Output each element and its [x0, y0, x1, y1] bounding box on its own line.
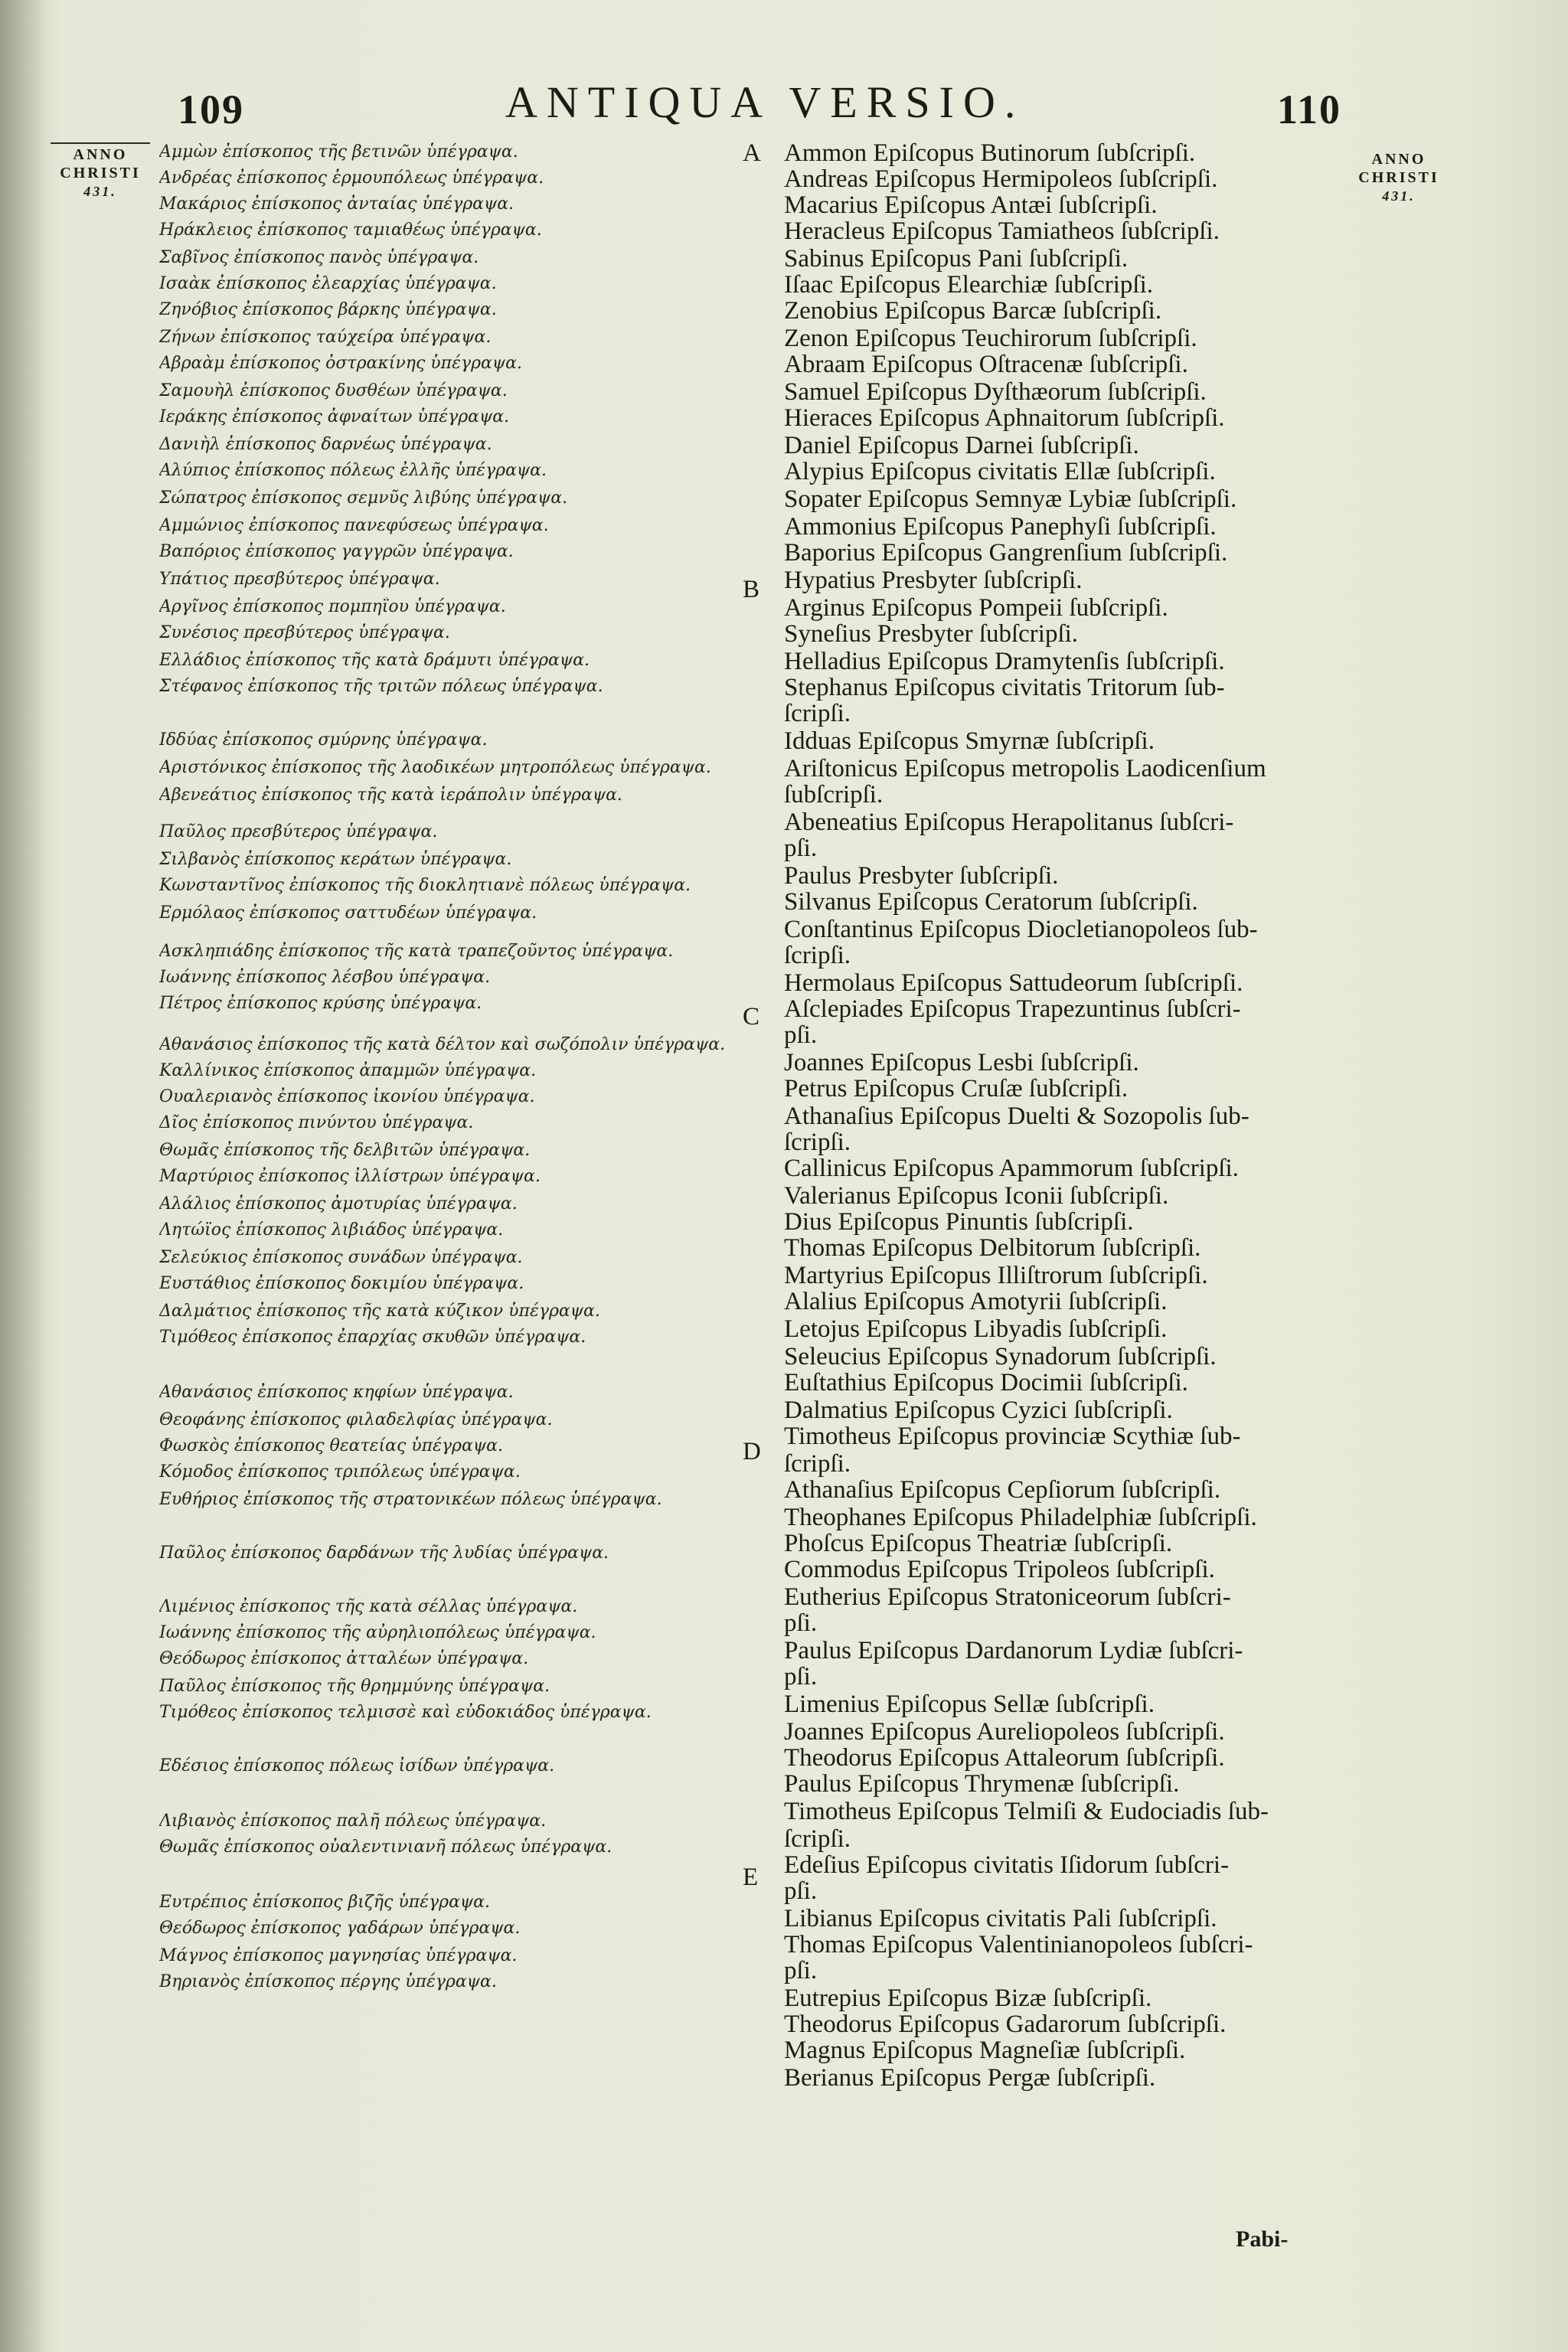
greek-subscription-line: Ερμόλαος ἐπίσκοπος σαττυδέων ὑπέγραψα. [159, 903, 537, 923]
latin-subscription-line: pſi. [784, 1663, 818, 1690]
greek-subscription-line: Μάγνος ἐπίσκοπος μαγνησίας ὑπέγραψα. [159, 1946, 518, 1965]
latin-subscription-line: Thomas Epiſcopus Valentinianopoleos ſubſcri- [784, 1931, 1253, 1958]
latin-subscription-line: Paulus Presbyter ſubſcripſi. [784, 862, 1059, 890]
greek-subscription-line: Βαπόριος ἐπίσκοπος γαγγρῶν ὑπέγραψα. [159, 542, 514, 561]
greek-subscription-line: Ιεράκης ἐπίσκοπος ἀφναίτων ὑπέγραψα. [159, 407, 510, 426]
latin-subscription-line: Paulus Epiſcopus Dardanorum Lydiæ ſubſcri- [784, 1637, 1243, 1664]
latin-subscription-line: Daniel Epiſcopus Darnei ſubſcripſi. [784, 432, 1139, 459]
greek-subscription-line: Σαβῖνος ἐπίσκοπος πανὸς ὑπέγραψα. [159, 248, 479, 267]
latin-subscription-line: Baporius Epiſcopus Gangrenſium ſubſcripſi. [784, 539, 1228, 567]
greek-subscription-line: Ευτρέπιος ἐπίσκοπος βιζῆς ὑπέγραψα. [159, 1893, 491, 1912]
greek-subscription-line: Ιδδύας ἐπίσκοπος σμύρνης ὑπέγραψα. [159, 730, 488, 750]
latin-subscription-line: Samuel Epiſcopus Dyſthæorum ſubſcripſi. [784, 378, 1207, 406]
latin-subscription-line: Idduas Epiſcopus Smyrnæ ſubſcripſi. [784, 727, 1155, 755]
greek-subscription-line: Εδέσιος ἐπίσκοπος πόλεως ἰσίδων ὑπέγραψα. [159, 1756, 555, 1775]
latin-subscription-line: Eutherius Epiſcopus Stratoniceorum ſubſcri- [784, 1583, 1231, 1611]
greek-subscription-line: Ανδρέας ἐπίσκοπος ἑρμουπόλεως ὑπέγραψα. [159, 168, 544, 188]
catchword: Pabi- [1236, 2226, 1289, 2252]
greek-subscription-line: Ιωάννης ἐπίσκοπος τῆς αὐρηλιοπόλεως ὑπέγραψα. [159, 1623, 596, 1642]
section-marker-e: E [743, 1864, 759, 1891]
greek-subscription-line: Ουαλεριανὸς ἐπίσκοπος ἰκονίου ὑπέγραψα. [159, 1087, 535, 1106]
latin-subscription-line: Ammonius Epiſcopus Panephyſi ſubſcripſi. [784, 513, 1217, 541]
latin-subscription-line: Timotheus Epiſcopus provinciæ Scythiæ ſub- [784, 1423, 1241, 1450]
greek-subscription-line: Αργῖνος ἐπίσκοπος πομπηΐου ὑπέγραψα. [159, 597, 506, 616]
latin-subscription-line: Timotheus Epiſcopus Telmiſi & Eudociadis ſub- [784, 1798, 1269, 1825]
latin-subscription-line: Hieraces Epiſcopus Aphnaitorum ſubſcripſi. [784, 404, 1225, 432]
latin-subscription-line: Martyrius Epiſcopus Illiſtrorum ſubſcripſi. [784, 1262, 1208, 1289]
latin-subscription-line: Phoſcus Epiſcopus Theatriæ ſubſcripſi. [784, 1530, 1173, 1557]
latin-subscription-line: Dius Epiſcopus Pinuntis ſubſcripſi. [784, 1208, 1134, 1236]
latin-subscription-line: Hypatius Presbyter ſubſcripſi. [784, 567, 1083, 594]
latin-subscription-line: ſcripſi. [784, 1450, 851, 1478]
latin-subscription-line: Dalmatius Epiſcopus Cyzici ſubſcripſi. [784, 1396, 1173, 1424]
greek-subscription-line: Αμμώνιος ἐπίσκοπος πανεφύσεως ὑπέγραψα. [159, 516, 549, 535]
latin-subscription-line: Petrus Epiſcopus Cruſæ ſubſcripſi. [784, 1075, 1129, 1102]
section-marker-c: C [743, 1003, 760, 1031]
greek-subscription-line: Λητώϊος ἐπίσκοπος λιβιάδος ὑπέγραψα. [159, 1220, 504, 1240]
latin-subscription-line: Andreas Epiſcopus Hermipoleos ſubſcripſi. [784, 165, 1218, 193]
latin-subscription-line: pſi. [784, 835, 818, 862]
latin-subscription-line: ſcripſi. [784, 700, 851, 727]
latin-subscription-line: Sabinus Epiſcopus Pani ſubſcripſi. [784, 245, 1129, 273]
latin-subscription-line: Silvanus Epiſcopus Ceratorum ſubſcripſi. [784, 888, 1198, 916]
greek-subscription-line: Αθανάσιος ἐπίσκοπος τῆς κατὰ δέλτον καὶ σωζόπολιν ὑπέγραψα. [159, 1035, 726, 1054]
section-marker-a: A [743, 139, 761, 167]
latin-subscription-line: Edeſius Epiſcopus civitatis Iſidorum ſubſcri- [784, 1851, 1230, 1879]
greek-subscription-line: Καλλίνικος ἐπίσκοπος ἀπαμμῶν ὑπέγραψα. [159, 1061, 537, 1080]
latin-subscription-line: Sopater Epiſcopus Semnyæ Lybiæ ſubſcripſi. [784, 485, 1237, 513]
greek-subscription-line: Σιλβανὸς ἐπίσκοπος κεράτων ὑπέγραψα. [159, 850, 512, 869]
latin-subscription-line: pſi. [784, 1021, 818, 1049]
latin-subscription-line: ſcripſi. [784, 942, 851, 969]
latin-subscription-line: Joannes Epiſcopus Aureliopoleos ſubſcripſi. [784, 1718, 1225, 1746]
greek-subscription-line: Δανιὴλ ἐπίσκοπος δαρνέως ὑπέγραψα. [159, 435, 492, 454]
greek-subscription-line: Συνέσιος πρεσβύτερος ὑπέγραψα. [159, 623, 450, 642]
section-marker-b: B [743, 576, 760, 603]
anno-year: 431. [1382, 188, 1416, 204]
latin-subscription-line: Conſtantinus Epiſcopus Diocletianopoleos ſub- [784, 916, 1258, 943]
christi-label: CHRISTI [60, 165, 141, 181]
greek-subscription-line: Παῦλος πρεσβύτερος ὑπέγραψα. [159, 822, 438, 841]
latin-subscription-line: Ammon Epiſcopus Butinorum ſubſcripſi. [784, 139, 1196, 167]
greek-subscription-line: Παῦλος ἐπίσκοπος δαρδάνων τῆς λυδίας ὑπέγραψα. [159, 1544, 609, 1563]
greek-subscription-line: Αβραὰμ ἐπίσκοπος ὀστρακίνης ὑπέγραψα. [159, 354, 522, 373]
latin-subscription-line: Ariſtonicus Epiſcopus metropolis Laodicenſium [784, 755, 1266, 782]
greek-subscription-line: Αβενεάτιος ἐπίσκοπος τῆς κατὰ ἱεράπολιν ὑπέγραψα. [159, 786, 622, 805]
greek-subscription-line: Μαρτύριος ἐπίσκοπος ἰλλίστρων ὑπέγραψα. [159, 1167, 541, 1186]
greek-subscription-line: Τιμόθεος ἐπίσκοπος τελμισσὲ καὶ εὐδοκιάδος ὑπέγραψα. [159, 1703, 652, 1722]
anno-label: ANNO [1371, 151, 1426, 168]
greek-subscription-line: Αλάλιος ἐπίσκοπος ἀμοτυρίας ὑπέγραψα. [159, 1194, 518, 1214]
greek-subscription-line: Ιωάννης ἐπίσκοπος λέσβου ὑπέγραψα. [159, 968, 491, 987]
latin-subscription-line: pſi. [784, 1957, 818, 1984]
greek-subscription-line: Ελλάδιος ἐπίσκοπος τῆς κατὰ δράμυτι ὑπέγραψα. [159, 651, 590, 670]
latin-subscription-line: ſcripſi. [784, 1825, 851, 1853]
greek-subscription-line: Ευστάθιος ἐπίσκοπος δοκιμίου ὑπέγραψα. [159, 1274, 524, 1293]
greek-subscription-line: Λιβιανὸς ἐπίσκοπος παλῆ πόλεως ὑπέγραψα. [159, 1811, 547, 1831]
latin-subscription-line: Limenius Epiſcopus Sellæ ſubſcripſi. [784, 1690, 1155, 1718]
latin-subscription-line: Alypius Epiſcopus civitatis Ellæ ſubſcripſi. [784, 458, 1216, 485]
greek-subscription-line: Ηράκλειος ἐπίσκοπος ταμιαθέως ὑπέγραψα. [159, 220, 542, 240]
page-number-left: 109 [178, 87, 244, 132]
greek-subscription-line: Ισαὰκ ἐπίσκοπος ἐλεαρχίας ὑπέγραψα. [159, 274, 497, 293]
latin-subscription-line: Paulus Epiſcopus Thrymenæ ſubſcripſi. [784, 1770, 1180, 1798]
greek-subscription-line: Μακάριος ἐπίσκοπος ἀνταίας ὑπέγραψα. [159, 194, 514, 214]
anno-christi-right [1349, 150, 1449, 205]
anno-year: 431. [83, 184, 117, 199]
latin-subscription-line: Theodorus Epiſcopus Gadarorum ſubſcripſi. [784, 2011, 1227, 2038]
latin-subscription-line: Heracleus Epiſcopus Tamiatheos ſubſcripſi. [784, 217, 1220, 245]
latin-subscription-line: Syneſius Presbyter ſubſcripſi. [784, 620, 1079, 648]
page-number-right: 110 [1277, 87, 1342, 132]
latin-subscription-line: Valerianus Epiſcopus Iconii ſubſcripſi. [784, 1182, 1169, 1210]
greek-subscription-line: Τιμόθεος ἐπίσκοπος ἐπαρχίας σκυθῶν ὑπέγραψα. [159, 1328, 586, 1347]
greek-subscription-line: Δαλμάτιος ἐπίσκοπος τῆς κατὰ κύζικον ὑπέγραψα. [159, 1302, 600, 1321]
greek-subscription-line: Αριστόνικος ἐπίσκοπος τῆς λαοδικέων μητροπόλεως ὑπέγραψα. [159, 758, 711, 777]
latin-subscription-line: Iſaac Epiſcopus Elearchiæ ſubſcripſi. [784, 271, 1153, 299]
latin-subscription-line: Helladius Epiſcopus Dramytenſis ſubſcripſi. [784, 648, 1225, 675]
latin-subscription-line: pſi. [784, 1877, 818, 1905]
latin-subscription-line: Macarius Epiſcopus Antæi ſubſcripſi. [784, 191, 1158, 219]
greek-subscription-line: Σελεύκιος ἐπίσκοπος συνάδων ὑπέγραψα. [159, 1248, 523, 1267]
latin-subscription-line: Arginus Epiſcopus Pompeii ſubſcripſi. [784, 594, 1168, 622]
latin-subscription-line: pſi. [784, 1609, 818, 1637]
latin-subscription-line: Commodus Epiſcopus Tripoleos ſubſcripſi. [784, 1556, 1215, 1583]
greek-subscription-line: Ασκληπιάδης ἐπίσκοπος τῆς κατὰ τραπεζοῦντος ὑπέγραψα. [159, 942, 674, 961]
latin-subscription-line: Theophanes Epiſcopus Philadelphiæ ſubſcripſi. [784, 1504, 1257, 1531]
latin-subscription-line: Aſclepiades Epiſcopus Trapezuntinus ſubſcri- [784, 995, 1241, 1023]
latin-subscription-line: Theodorus Epiſcopus Attaleorum ſubſcripſi. [784, 1744, 1225, 1772]
latin-subscription-line: Zenon Epiſcopus Teuchirorum ſubſcripſi. [784, 325, 1197, 352]
greek-subscription-line: Δῖος ἐπίσκοπος πινύντου ὑπέγραψα. [159, 1113, 474, 1132]
greek-subscription-line: Θεόδωρος ἐπίσκοπος ἀτταλέων ὑπέγραψα. [159, 1649, 529, 1668]
greek-subscription-line: Στέφανος ἐπίσκοπος τῆς τριτῶν πόλεως ὑπέγραψα. [159, 677, 603, 696]
latin-subscription-line: Zenobius Epiſcopus Barcæ ſubſcripſi. [784, 297, 1162, 325]
greek-subscription-line: Θεοφάνης ἐπίσκοπος φιλαδελφίας ὑπέγραψα. [159, 1410, 553, 1429]
greek-subscription-line: Αλύπιος ἐπίσκοπος πόλεως ἐλλῆς ὑπέγραψα. [159, 461, 547, 480]
greek-subscription-line: Θωμᾶς ἐπίσκοπος οὐαλεντινιανῆ πόλεως ὑπέγραψα. [159, 1838, 612, 1857]
greek-subscription-line: Θεόδωρος ἐπίσκοπος γαδάρων ὑπέγραψα. [159, 1919, 521, 1938]
section-marker-d: D [743, 1438, 761, 1465]
latin-subscription-line: Seleucius Epiſcopus Synadorum ſubſcripſi. [784, 1343, 1217, 1370]
latin-subscription-line: Athanaſius Epiſcopus Cepſiorum ſubſcripſi. [784, 1476, 1221, 1504]
latin-subscription-line: Hermolaus Epiſcopus Sattudeorum ſubſcripſi. [784, 969, 1243, 997]
greek-subscription-line: Παῦλος ἐπίσκοπος τῆς θρημμύνης ὑπέγραψα. [159, 1677, 550, 1696]
greek-subscription-line: Σαμουὴλ ἐπίσκοπος δυσθέων ὑπέγραψα. [159, 381, 508, 400]
greek-subscription-line: Κωνσταντῖνος ἐπίσκοπος τῆς διοκλητιανὲ πόλεως ὑπέγραψα. [159, 876, 691, 895]
greek-subscription-line: Ευθήριος ἐπίσκοπος τῆς στρατονικέων πόλεως ὑπέγραψα. [159, 1490, 662, 1509]
gutter-shadow [0, 0, 46, 2352]
latin-subscription-line: Stephanus Epiſcopus civitatis Tritorum ſub- [784, 674, 1225, 701]
greek-subscription-line: Ζηνόβιος ἐπίσκοπος βάρκης ὑπέγραψα. [159, 300, 497, 319]
latin-subscription-line: Eutrepius Epiſcopus Bizæ ſubſcripſi. [784, 1984, 1152, 2012]
latin-subscription-line: Callinicus Epiſcopus Apammorum ſubſcripſi. [784, 1155, 1239, 1182]
greek-subscription-line: Φωσκὸς ἐπίσκοπος θεατείας ὑπέγραψα. [159, 1436, 503, 1455]
latin-subscription-line: Berianus Epiſcopus Pergæ ſubſcripſi. [784, 2064, 1156, 2092]
greek-subscription-line: Θωμᾶς ἐπίσκοπος τῆς δελβιτῶν ὑπέγραψα. [159, 1141, 531, 1160]
greek-subscription-line: Πέτρος ἐπίσκοπος κρύσης ὑπέγραψα. [159, 994, 482, 1013]
greek-subscription-line: Υπάτιος πρεσβύτερος ὑπέγραψα. [159, 570, 440, 589]
greek-subscription-line: Βηριανὸς ἐπίσκοπος πέργης ὑπέγραψα. [159, 1972, 497, 1991]
latin-subscription-line: Alalius Epiſcopus Amotyrii ſubſcripſi. [784, 1288, 1168, 1315]
latin-subscription-line: Libianus Epiſcopus civitatis Pali ſubſcripſi. [784, 1905, 1217, 1932]
christi-label: CHRISTI [1358, 169, 1439, 186]
greek-subscription-line: Κόμοδος ἐπίσκοπος τριπόλεως ὑπέγραψα. [159, 1462, 521, 1481]
greek-subscription-line: Αθανάσιος ἐπίσκοπος κηφίων ὑπέγραψα. [159, 1383, 514, 1402]
latin-subscription-line: ſubſcripſi. [784, 781, 884, 808]
latin-subscription-line: Letojus Epiſcopus Libyadis ſubſcripſi. [784, 1315, 1168, 1343]
latin-subscription-line: Athanaſius Epiſcopus Duelti & Sozopolis ſub- [784, 1102, 1250, 1130]
greek-subscription-line: Ζήνων ἐπίσκοπος ταύχείρα ὑπέγραψα. [159, 328, 492, 347]
latin-subscription-line: Abeneatius Epiſcopus Herapolitanus ſubſcri- [784, 808, 1234, 836]
anno-christi-left [51, 142, 150, 201]
latin-subscription-line: Joannes Epiſcopus Lesbi ſubſcripſi. [784, 1049, 1139, 1076]
page-title: ANTIQUA VERSIO. [505, 77, 1025, 127]
latin-subscription-line: Magnus Epiſcopus Magneſiæ ſubſcripſi. [784, 2037, 1186, 2064]
greek-subscription-line: Σώπατρος ἐπίσκοπος σεμνῦς λιβύης ὑπέγραψα. [159, 488, 568, 508]
greek-subscription-line: Λιμένιος ἐπίσκοπος τῆς κατὰ σέλλας ὑπέγραψα. [159, 1597, 578, 1616]
greek-subscription-line: Αμμὼν ἐπίσκοπος τῆς βετινῶν ὑπέγραψα. [159, 142, 518, 162]
latin-subscription-line: Euſtathius Epiſcopus Docimii ſubſcripſi. [784, 1369, 1188, 1396]
anno-rule [51, 142, 150, 144]
anno-label: ANNO [73, 146, 128, 163]
latin-subscription-line: Thomas Epiſcopus Delbitorum ſubſcripſi. [784, 1234, 1201, 1262]
latin-subscription-line: ſcripſi. [784, 1129, 851, 1156]
latin-subscription-line: Abraam Epiſcopus Oſtracenæ ſubſcripſi. [784, 351, 1188, 378]
